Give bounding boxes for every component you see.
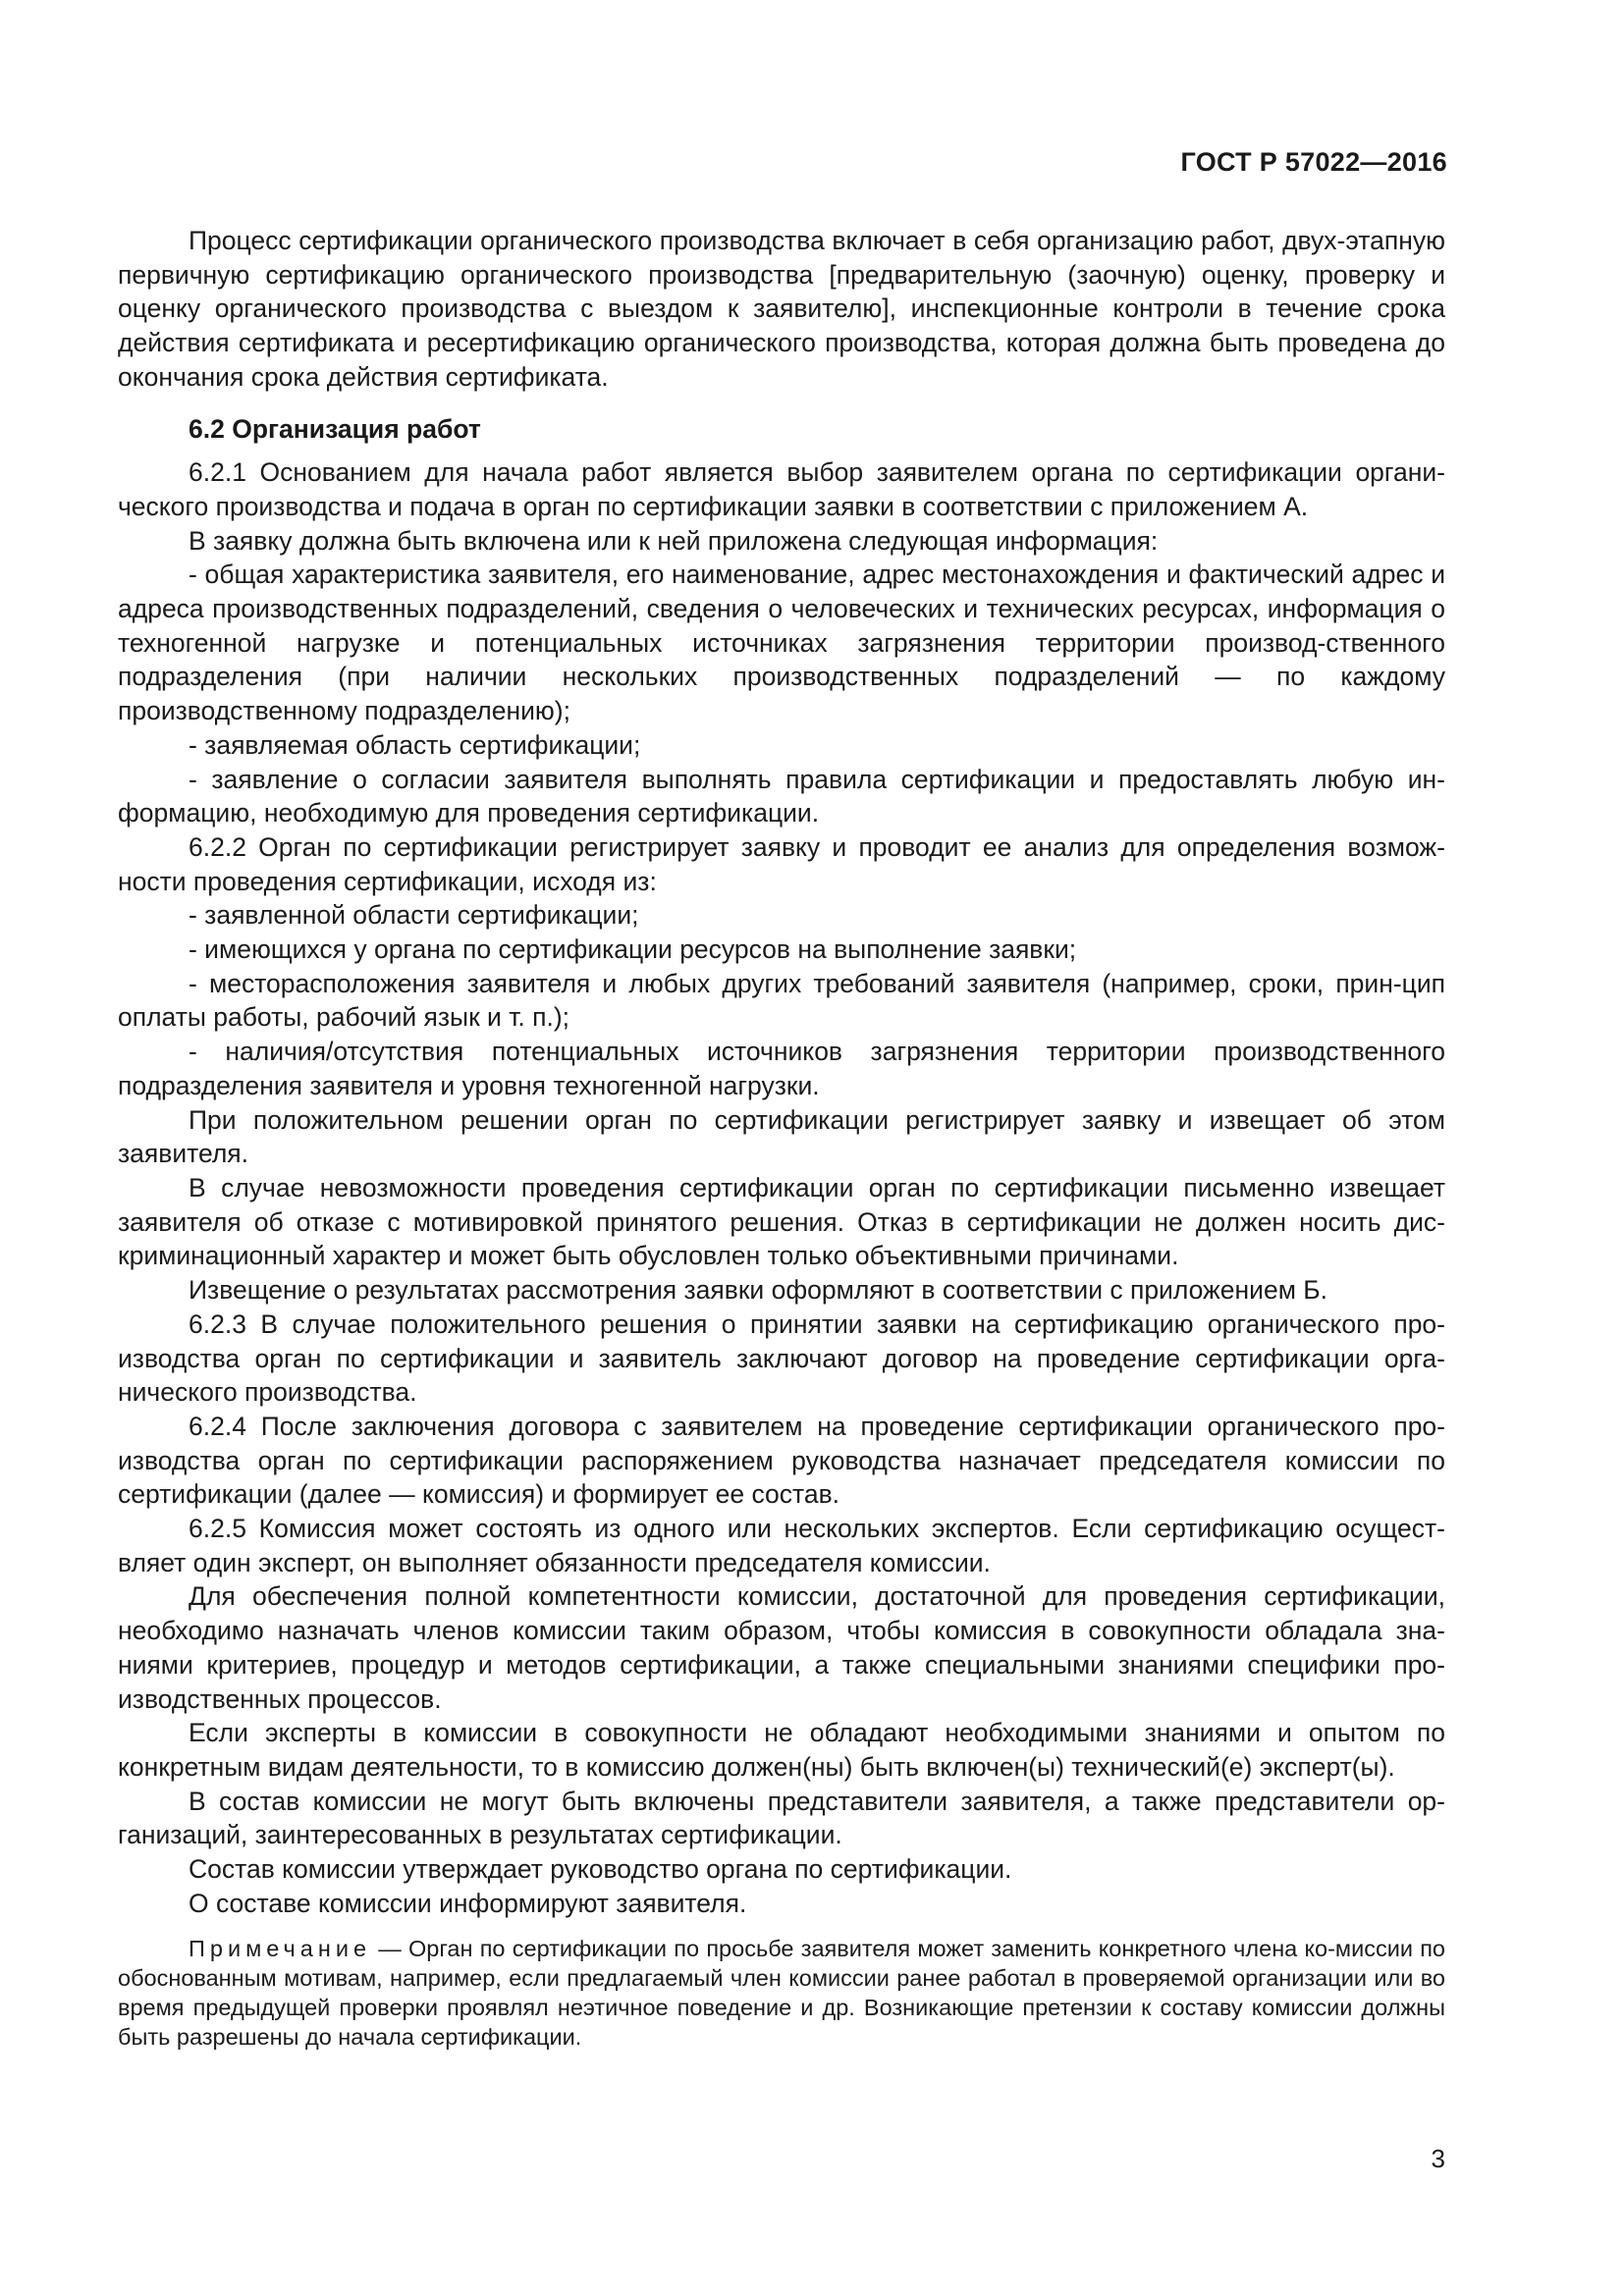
list-item-scope: - заявляемая область сертификации;: [189, 729, 641, 760]
approval-paragraph: Состав комиссии утверждает руководство органа по сертификации.: [189, 1854, 1012, 1885]
list-item-consent: - заявление о согласии заявителя выполнять правила сертификации и предоставлять любую ин-формацию, необходимую для проведения сертификации.: [118, 764, 1445, 828]
document-body: [118, 224, 1445, 2075]
exclusion-paragraph: В состав комиссии не могут быть включены представители заявителя, а также представители ор-ганизаций, заинтересованных в результатах сертификации.: [118, 1786, 1445, 1850]
clause-6-2-4: 6.2.4 После заключения договора с заявителем на проведение сертификации органического про-изводства орган по сертификации распоряжением руководства назначает председателя комиссии по сертификации (далее — комиссия) и формирует ее состав.: [118, 1411, 1445, 1510]
page-number: 3: [1431, 2144, 1445, 2173]
refusal-paragraph: В случае невозможности проведения сертификации орган по сертификации письменно извещает заявителя об отказе с мотивировкой принятого решения. Отказ в сертификации не должен носить дис-криминационный характер и может быть обусловлен только объективными причинами.: [118, 1172, 1445, 1271]
list-item-resources: - имеющихся у органа по сертификации ресурсов на выполнение заявки;: [189, 934, 1077, 965]
note-label: Примечание: [189, 1936, 372, 1962]
clause-6-2-2: 6.2.2 Орган по сертификации регистрирует заявку и проводит ее анализ для определения возмож-ности проведения сертификации, исходя из:: [118, 831, 1445, 896]
list-item-declared-scope: - заявленной области сертификации;: [189, 900, 639, 931]
notification-paragraph: Извещение о результатах рассмотрения заявки оформляют в соответствии с приложением Б.: [189, 1275, 1328, 1306]
list-item-general-info: - общая характеристика заявителя, его наименование, адрес местонахождения и фактический адрес и адреса производственных подразделений, сведения о человеческих и технических ресурсах, информация о техногенной нагрузке и потенциальных источниках загрязнения территории производ-ственного подразделения (при наличии нескольких производственных подразделений — по каждому производственному подразделению);: [118, 560, 1445, 726]
clause-6-2-5: 6.2.5 Комиссия может состоять из одного или нескольких экспертов. Если сертификацию осущест-вляет один эксперт, он выполняет обязанности председателя комиссии.: [118, 1514, 1445, 1577]
clause-6-2-1: 6.2.1 Основанием для начала работ является выбор заявителем органа по сертификации органи-ческого производства и подача в орган по сертификации заявки в соответствии с приложением А.: [118, 457, 1445, 521]
application-info-intro: В заявку должна быть включена или к ней приложена следующая информация:: [189, 525, 1159, 556]
note-paragraph: [118, 1934, 1445, 2052]
clause-6-2-3: 6.2.3 В случае положительного решения о принятии заявки на сертификацию органического про-изводства орган по сертификации и заявитель заключают договор на проведение сертификации орга-нического производства.: [118, 1308, 1445, 1408]
intro-paragraph: Процесс сертификации органического производства включает в себя организацию работ, двух-этапную первичную сертификацию органического производства [предварительную (заочную) оценку, проверку и оценку органического производства с выездом к заявителю], инспекционные контроли в течение срока действия сертификата и ресертификацию органического производства, которая должна быть проведена до окончания срока действия сертификата.: [118, 226, 1445, 392]
technical-experts-paragraph: Если эксперты в комиссии в совокупности не обладают необходимыми знаниями и опытом по конкретным видам деятельности, то в комиссию должен(ны) быть включен(ы) технический(е) эксперт(ы).: [118, 1718, 1445, 1782]
list-item-location: - месторасположения заявителя и любых других требований заявителя (например, сроки, прин-цип оплаты работы, рабочий язык и т. п.);: [118, 968, 1445, 1033]
positive-decision-paragraph: При положительном решении орган по сертификации регистрирует заявку и извещает об этом заявителя.: [118, 1104, 1445, 1169]
competence-paragraph: Для обеспечения полной компетентности комиссии, достаточной для проведения сертификации, необходимо назначать членов комиссии таким образом, чтобы комиссия в совокупности обладала зна-ниями критериев, процедур и методов сертификации, а также специальными знаниями специфики про-изводственных процессов.: [118, 1581, 1445, 1714]
inform-paragraph: О составе комиссии информируют заявителя.: [189, 1888, 747, 1918]
section-heading: 6.2 Организация работ: [189, 413, 481, 444]
document-header: ГОСТ Р 57022—2016: [1180, 147, 1447, 177]
list-item-pollution: - наличия/отсутствия потенциальных источников загрязнения территории производственного подразделения заявителя и уровня техногенной нагрузки.: [118, 1037, 1445, 1100]
note-text: — Орган по сертификации по просьбе заявителя может заменить конкретного члена ко-миссии по обоснованным мотивам, например, если предлагаемый член комиссии ранее работал в проверяемой организации или во время предыдущей проверки проявлял неэтичное поведение и др. Возникающие претензии к составу комиссии должны быть разрешены до начала сертификации.: [118, 1936, 1445, 2051]
